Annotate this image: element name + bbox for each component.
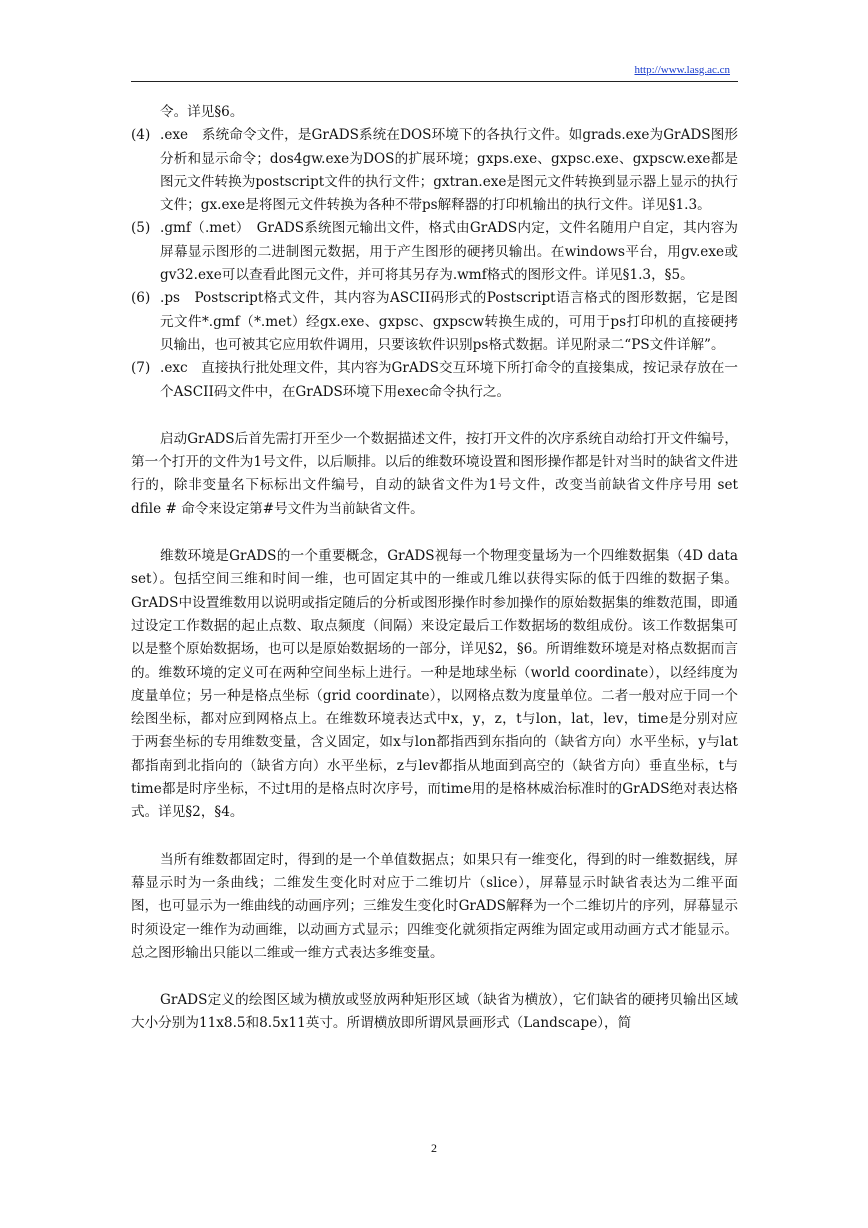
list-item-text: .exe 系统命令文件，是GrADS系统在DOS环境下的各执行文件。如grads.exe为GrADS图形分析和显示命令；dos4gw.exe为DOS的扩展环境；gxps.exe、gxpsc.exe、gxpscw.exe都是图元文件转换为postscript文件的执行文件；gxtran.exe是图元文件转换到显示器上显示的执行文件；gx.exe是将图元文件转换为各种不带ps解释器的打印机输出的执行文件。详见§1.3。 <box>160 127 738 214</box>
list-item-text: .gmf（.met） GrADS系统图元输出文件，格式由GrADS内定，文件名随用户自定，其内容为屏幕显示图形的二进制图元数据，用于产生图形的硬拷贝输出。在windows平台，用gv.exe或gv32.exe可以查看此图元文件，并可将其另存为.wmf格式的图形文件。详见§1.3，§5。 <box>160 220 738 284</box>
list-item <box>131 217 738 287</box>
page-number: 2 <box>431 1141 437 1155</box>
list-item <box>131 124 738 217</box>
list-item-text: .exc 直接执行批处理文件，其内容为GrADS交互环境下所打命令的直接集成，按记录存放在一个ASCII码文件中，在GrADS环境下用exec命令执行之。 <box>160 360 738 400</box>
document-body <box>131 101 738 1036</box>
paragraph-file-numbering: 启动GrADS后首先需打开至少一个数据描述文件，按打开文件的次序系统自动给打开文件编号，第一个打开的文件为1号文件，以后顺排。以后的维数环境设置和图形操作都是针对当时的缺省文件进行的，除非变量名下标标出文件编号，自动的缺省文件为1号文件，改变当前缺省文件序号用 set dfile # 命令来设定第#号文件为当前缺省文件。 <box>131 430 738 517</box>
list-item-text: .ps Postscript格式文件，其内容为ASCII码形式的Postscript语言格式的图形数据，它是图元文件*.gmf（*.met）经gx.exe、gxpsc、gxpscw转换生成的，可用于ps打印机的直接硬拷贝输出，也可被其它应用软件调用，只要该软件识别ps格式数据。详见附录二“PS文件详解”。 <box>160 290 738 353</box>
header-url-link[interactable]: http://www.lasg.ac.cn <box>634 64 730 76</box>
list-item <box>131 357 738 404</box>
continuation-text: 令。详见§6。 <box>160 104 244 120</box>
paragraph-dimension-output: 当所有维数都固定时，得到的是一个单值数据点；如果只有一维变化，得到的时一维数据线，屏幕显示时为一条曲线；二维发生变化时对应于二维切片（slice），屏幕显示时缺省表达为二维平面图，也可显示为一维曲线的动画序列；三维发生变化时GrADS解释为一个二维切片的序列，屏幕显示时须设定一维作为动画维，以动画方式显示；四维变化就须指定两维为固定或用动画方式才能显示。总之图形输出只能以二维或一维方式表达多维变量。 <box>131 851 738 961</box>
list-item-number: (7) <box>131 360 151 377</box>
header-divider <box>131 81 738 82</box>
list-item-number: (5) <box>131 220 151 237</box>
paragraph-plot-area: GrADS定义的绘图区域为横放或竖放两种矩形区域（缺省为横放），它们缺省的硬拷贝输出区域大小分别为11x8.5和8.5x11英寸。所谓横放即所谓风景画形式（Landscape），简 <box>131 992 738 1032</box>
list-item-number: (6) <box>131 290 151 307</box>
list-item-number: (4) <box>131 127 151 144</box>
list-item <box>131 287 738 357</box>
paragraph-dimension-environment: 维数环境是GrADS的一个重要概念，GrADS视每一个物理变量场为一个四维数据集（4D data set）。包括空间三维和时间一维，也可固定其中的一维或几维以获得实际的低于四维的数据子集。GrADS中设置维数用以说明或指定随后的分析或图形操作时参加操作的原始数据集的维数范围，即通过设定工作数据的起止点数、取点频度（间隔）来设定最后工作数据场的数组成份。该工作数据集可以是整个原始数据场，也可以是原始数据场的一部分，详见§2，§6。所谓维数环境是对格点数据而言的。维数环境的定义可在两种空间坐标上进行。一种是地球坐标（world coordinate），以经纬度为度量单位；另一种是格点坐标（grid coordinate），以网格点数为度量单位。二者一般对应于同一个绘图坐标，都对应到网格点上。在维数环境表达式中x，y，z，t与lon，lat，lev，time是分别对应于两套坐标的专用维数变量，含义固定，如x与lon都指西到东指向的（缺省方向）水平坐标，y与lat都指南到北指向的（缺省方向）水平坐标，z与lev都指从地面到高空的（缺省方向）垂直坐标，t与time都是时序坐标，不过t用的是格点时次序号，而time用的是格林威治标准时的GrADS绝对表达格式。详见§2，§4。 <box>131 548 738 821</box>
